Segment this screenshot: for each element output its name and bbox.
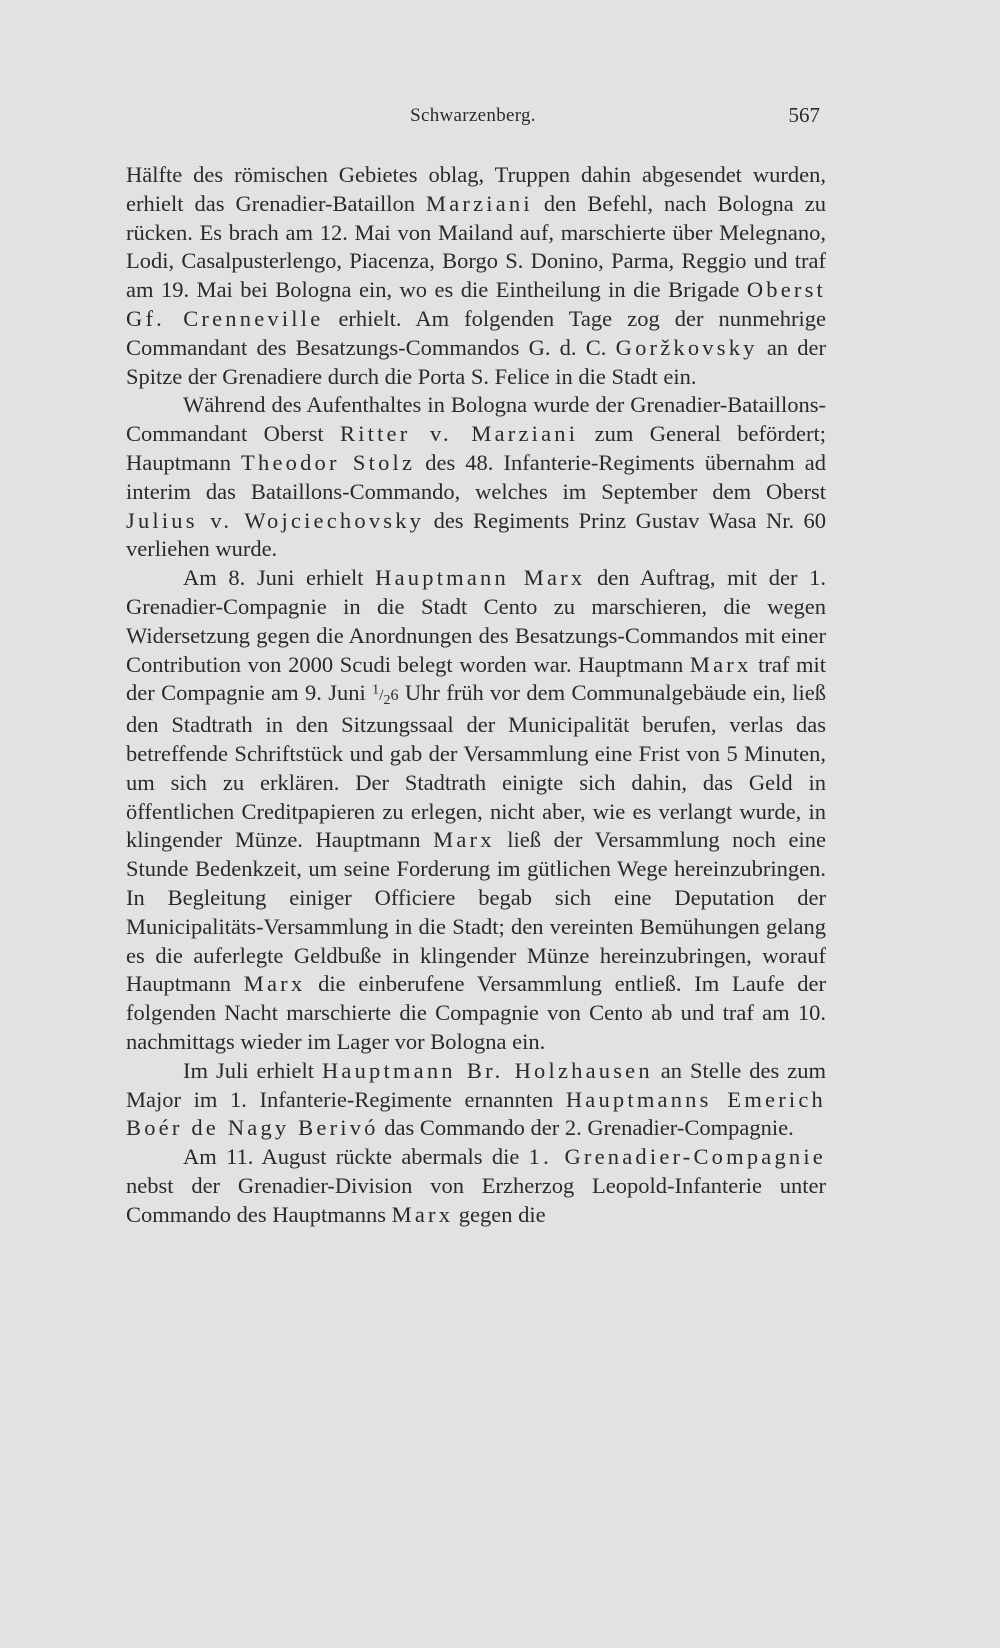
text-run: Während des Aufenthaltes in Bologna wurde der Grenadier-Bataillons-Commandant Oberst <box>126 392 826 447</box>
page-number: 567 <box>788 103 820 127</box>
spaced-name: Goržkovsky <box>615 334 758 360</box>
spaced-name: Hauptmann Br. Holzhausen <box>321 1057 653 1083</box>
text-run: gegen die <box>453 1201 546 1227</box>
text-run: Hälfte des römischen Gebietes oblag, Truppen dahin abgesendet wurden, erhielt das Grenadier-Bataillon <box>126 162 826 216</box>
spaced-name: Julius v. Wojciechovsky <box>126 507 425 533</box>
text-run: an Stelle des zum Major im 1. Infanterie-Regimente ernannten <box>126 1057 826 1112</box>
spaced-name: Marx <box>433 827 495 853</box>
spaced-name: Marx <box>689 651 752 677</box>
time-fraction: $^1/_26$ <box>372 683 399 709</box>
text-run: den Befehl, nach Bologna zu rücken. Es brach am 12. Mai von Mailand auf, marschierte über Melegnano, Lodi, Casalpusterlengo, Piacenza, Borgo S. Donino, Parma, Reggio und traf am 19. Mai bei Bologna ein, wo es die Eintheilung in die Brigade <box>126 190 826 303</box>
paragraph <box>126 161 826 391</box>
running-title: Schwarzenberg. <box>410 105 536 126</box>
spaced-name: Oberst Gf. Crenneville <box>126 277 826 331</box>
paragraph <box>126 1143 826 1229</box>
text-run: des Regiments Prinz Gustav Wasa Nr. 60 verliehen wurde. <box>126 507 826 562</box>
spaced-name: Marx <box>391 1201 454 1227</box>
paragraph <box>126 564 826 1057</box>
text-run: den Auftrag, mit der 1. Grenadier-Compagnie in die Stadt Cento zu marschieren, die wegen Widersetzung gegen die Anordnungen des Besatzungs-Commandos mit einer Contribution von 2000 Scudi belegt worden war. Hauptmann <box>126 565 826 677</box>
body-text <box>126 161 826 1229</box>
spaced-name: Marziani <box>426 190 533 216</box>
text-run: Im Juli erhielt <box>183 1057 322 1083</box>
text-run: traf mit der Compagnie am 9. Juni <box>126 651 826 706</box>
spaced-name: Hauptmanns Emerich Boér de Nagy Berivó <box>126 1086 826 1141</box>
text-run: nebst der Grenadier-Division von Erzherzog Leopold-Infanterie unter Commando des Hauptmanns <box>126 1172 826 1227</box>
spaced-name: Ritter v. Marziani <box>339 421 579 447</box>
text-run: ließ der Versammlung noch eine Stunde Bedenkzeit, um seine Forderung im gütlichen Wege hereinzubringen. In Begleitung einiger Officiere begab sich eine Deputation der Municipalitäts-Versammlung in die Stadt; den vereinten Bemühungen gelang es die auferlegte Geldbuße in klingender Münze hereinzubringen, worauf Hauptmann <box>126 827 826 997</box>
text-run: Am 11. August rückte abermals die <box>183 1144 529 1170</box>
spaced-name: Hauptmann Marx <box>375 565 586 591</box>
text-run: die einberufene Versammlung entließ. Im Laufe der folgenden Nacht marschierte die Compagnie von Cento ab und traf am 10. nachmittags wieder im Lager vor Bologna ein. <box>126 971 826 1054</box>
paragraph <box>126 1057 826 1143</box>
text-run: Uhr früh vor dem Communalgebäude ein, ließ den Stadtrath in den Sitzungssaal der Municipalität berufen, verlas das betreffende Schriftstück und gab der Versammlung eine Frist von 5 Minuten, um sich zu erklären. Der Stadtrath einigte sich dahin, das Geld in öffentlichen Creditpapieren zu erlegen, nicht aber, wie es verlangt wurde, in klingender Münze. Hauptmann <box>126 680 826 853</box>
page-header <box>126 105 820 133</box>
spaced-name: Marx <box>243 971 306 997</box>
spaced-name: Theodor Stolz <box>241 449 416 475</box>
text-run: erhielt. Am folgenden Tage zog der nunmehrige Commandant des Besatzungs-Commandos G. d. C. <box>126 305 826 360</box>
text-run: an der Spitze der Grenadiere durch die Porta S. Felice in die Stadt ein. <box>126 334 827 389</box>
spaced-name: 1. Grenadier-Compagnie <box>528 1144 826 1170</box>
text-run: Am 8. Juni erhielt <box>183 565 376 591</box>
text-run: zum General befördert; Hauptmann <box>126 421 826 475</box>
text-run: das Commando der 2. Grenadier-Compagnie. <box>378 1115 794 1141</box>
paragraph <box>126 391 826 564</box>
text-run: des 48. Infanterie-Regiments übernahm ad interim das Bataillons-Commando, welches im September dem Oberst <box>126 449 826 504</box>
